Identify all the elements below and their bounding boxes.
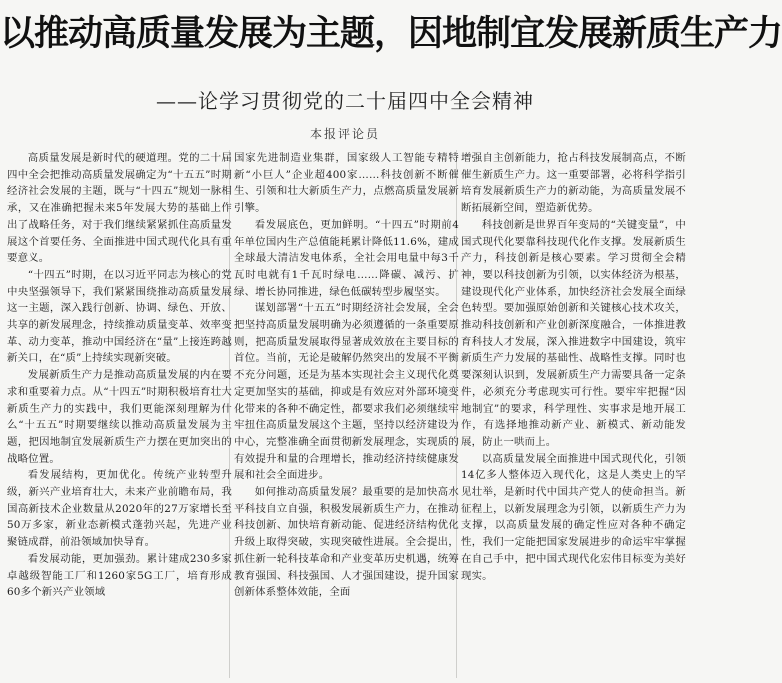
paragraph: 以高质量发展全面推进中国式现代化，引领14亿多人整体迈入现代化，这是人类史上的罕见壮举，是新时代中国共产党人的使命担当。新征程上，以新发展理念为引领，以新质生产力为支撑，以高质量发展的确定性应对各种不确定性，我们一定能把国家发展进步的命运牢牢掌握在自己手中，把中国式现代化宏伟目标变为美好现实。 — [461, 452, 686, 582]
paragraph: 如何推动高质量发展？最重要的是加快高水平科技自立自强，积极发展新质生产力，在推动科技创新、加快培育新动能、促进经济结构优化升级上取得突破，实现突破性进展。全会提出，抓住新一轮科技革命和产业变革历史机遇，统筹教育强国、科技强国、人才强国建设，提升国家创新体系整体效能，全面 — [234, 486, 459, 599]
paragraph: 看发展结构，更加优化。传统产业转型升级，新兴产业培育壮大，未来产业前瞻布局，我国高新技术企业数量从2020年的27万家增长至50万多家，新业态新模式蓬勃兴起，先进产业聚链成群，前沿领域加快导育。 — [7, 469, 232, 549]
paragraph: 增强自主创新能力，抢占科技发展制高点，不断催生新质生产力。这一重要部署，必将科学指引培育发展新质生产力的新动能，为高质量发展不断拓展新空间，塑造新优势。 — [461, 152, 686, 215]
paragraph: 看发展动能，更加强劲。累计建成230多家卓越级智能工厂和1260家5G工厂，培育形成60多个新兴产业领域 — [7, 552, 232, 599]
paragraph: 科技创新是世界百年变局的“关键变量”，中国式现代化要靠科技现代化作支撑。发展新质生产力，科技创新是核心要素。学习贯彻全会精神，要以科技创新为引领，以实体经济为根基，建设现代化产业体系，加快经济社会发展全面绿色转型。要加强原始创新和关键核心技术攻关，推动科技创新和产业创新深度融合，一体推进教育科技人才发展，深入推进数字中国建设，筑牢新质生产力发展的基础性、战略性支撑。同时也要深刻认识到，发展新质生产力需要具备一定条件，必须充分考虑现实可行性。要牢牢把握“因地制宜”的要求，科学理性、实事求是地开展工作，有选择地推动新产业、新模式、新动能发展，防止一哄而上。 — [461, 218, 686, 448]
paragraph: 国家先进制造业集群，国家级人工智能专精特新“小巨人”企业超400家……科技创新不断催生、引领和壮大新质生产力，点燃高质量发展新引擎。 — [234, 152, 459, 215]
paragraph: 谋划部署“十五五”时期经济社会发展，全会把坚持高质量发展明确为必须遵循的一条重要原则，把高质量发展取得显著成效放在主要目标的首位。当前，无论是破解仍然突出的发展不平衡不充分问题，还是为基本实现社会主义现代化奠定更加坚实的基础，抑或是有效应对外部环境变化带来的各种不确定性，都要求我们必须继续牢牢扭住高质量发展这个主题，坚持以经济建设为中心，完整准确全面贯彻新发展理念，实现质的有效提升和量的合理增长，推动经济持续健康发展和社会全面进步。 — [234, 302, 459, 482]
paragraph: 发展新质生产力是推动高质量发展的内在要求和重要着力点。从“十四五”时期积极培育壮大新质生产力的实践中，我们更能深刻理解为什么“十五五”时期要继续以推动高质量发展为主题，把因地制宜发展新质生产力摆在更加突出的战略位置。 — [7, 369, 232, 465]
byline: 本报评论员 — [309, 127, 380, 141]
headline: 以推动高质量发展为主题，因地制宜发展新质生产力 — [0, 14, 782, 54]
paragraph: 看发展底色，更加鲜明。“十四五”时期前4年单位国内生产总值能耗累计降低11.6%，建成全球最大清洁发电体系，全社会用电量中每3千瓦时电就有1千瓦时绿电……降碳、减污、扩绿、增长协同推进，绿色低碳转型步履坚实。 — [234, 218, 459, 298]
article-column-2 — [234, 150, 459, 683]
paragraph: 高质量发展是新时代的硬道理。党的二十届四中全会把推动高质量发展确定为“十五五”时期经济社会发展的主题，既与“十四五”规划一脉相承，又在准确把握未来5年发展大势的基础上作出了战略任务，对于我们继续紧紧抓住高质量发展这个首要任务、全面推进中国式现代化具有重要意义。 — [7, 152, 232, 265]
paragraph: “十四五”时期，在以习近平同志为核心的党中央坚强领导下，我们紧紧围绕推动高质量发展这一主题，深入践行创新、协调、绿色、开放、共享的新发展理念，持续推动质量变革、效率变革、动力变革，推动中国经济在“量”上接连跨越新关口，在“质”上持续实现新突破。 — [7, 268, 232, 365]
subheadline: ——论学习贯彻党的二十届四中全会精神 — [156, 89, 534, 113]
article-column-1 — [7, 150, 232, 683]
article-column-3 — [461, 150, 686, 683]
